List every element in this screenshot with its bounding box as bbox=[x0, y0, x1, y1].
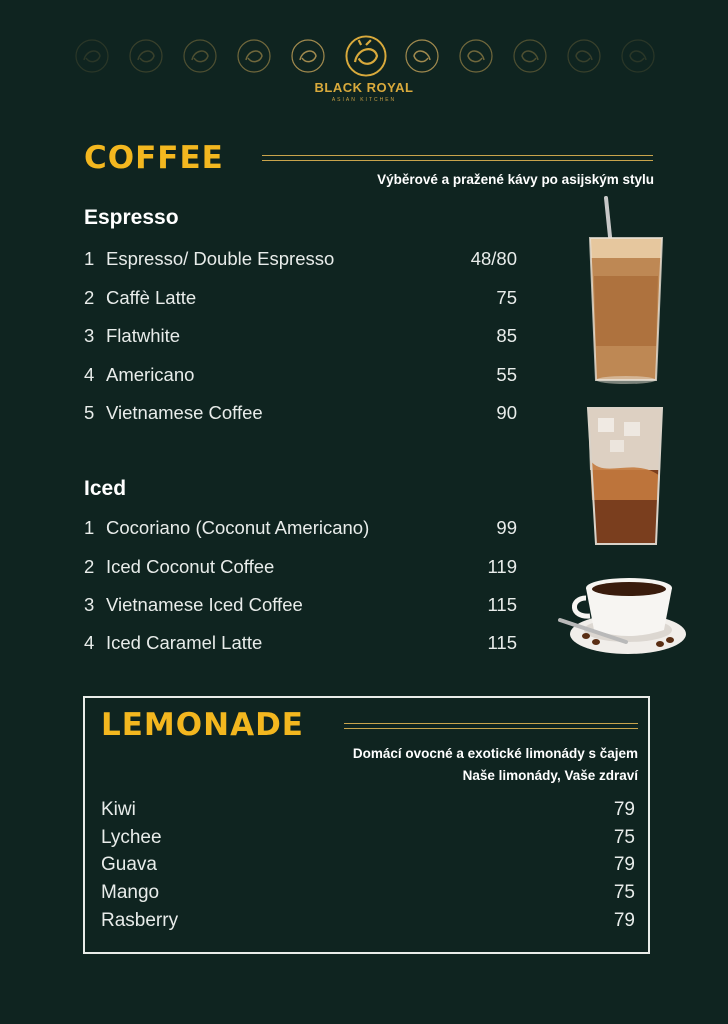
item-name: Rasberry bbox=[101, 910, 179, 931]
dragon-icon bbox=[236, 38, 272, 74]
item-price: 119 bbox=[487, 556, 517, 577]
menu-item bbox=[84, 556, 517, 578]
item-price: 79 bbox=[613, 799, 635, 820]
lemonade-item bbox=[101, 854, 635, 878]
item-number: 3 bbox=[84, 325, 95, 346]
item-name: Iced Caramel Latte bbox=[106, 632, 263, 653]
item-number: 4 bbox=[84, 364, 95, 385]
item-number: 2 bbox=[84, 287, 95, 308]
dragon-icon bbox=[182, 38, 218, 74]
item-name: Guava bbox=[101, 854, 157, 875]
item-name: Mango bbox=[101, 882, 160, 903]
coffee-tagline: Výběrové a pražené kávy po asijským stylu bbox=[377, 172, 654, 187]
lemonade-item bbox=[101, 799, 635, 823]
hot-coffee-cup-image bbox=[556, 568, 690, 660]
item-price: 115 bbox=[487, 594, 517, 615]
brand-name: BLACK ROYAL bbox=[314, 80, 414, 95]
item-price: 85 bbox=[496, 325, 517, 346]
coffee-title: COFFEE bbox=[84, 140, 224, 176]
lemonade-divider bbox=[344, 723, 638, 729]
dragon-icon bbox=[128, 38, 164, 74]
menu-item bbox=[84, 632, 517, 654]
lemonade-item bbox=[101, 827, 635, 851]
dragon-icon bbox=[620, 38, 656, 74]
item-name: Lychee bbox=[101, 827, 162, 848]
menu-item bbox=[84, 517, 517, 539]
menu-item bbox=[84, 287, 517, 309]
item-number: 5 bbox=[84, 402, 95, 423]
brand-dragon-logo-icon bbox=[344, 34, 388, 78]
menu-item bbox=[84, 594, 517, 616]
item-number: 2 bbox=[84, 556, 95, 577]
iced-latte-image bbox=[584, 196, 668, 386]
item-number: 1 bbox=[84, 517, 95, 538]
iced-coffee-image bbox=[584, 400, 666, 550]
item-price: 79 bbox=[613, 910, 635, 931]
menu-item bbox=[84, 248, 517, 270]
dragon-icon bbox=[74, 38, 110, 74]
lemonade-item bbox=[101, 910, 635, 934]
item-name: Flatwhite bbox=[106, 325, 181, 346]
item-price: 75 bbox=[496, 287, 517, 308]
menu-item bbox=[84, 402, 517, 424]
item-number: 3 bbox=[84, 594, 95, 615]
item-price: 75 bbox=[613, 827, 635, 848]
item-number: 4 bbox=[84, 632, 95, 653]
dragon-icon bbox=[458, 38, 494, 74]
espresso-heading: Espresso bbox=[84, 206, 179, 229]
coffee-divider bbox=[262, 155, 653, 161]
dragon-icon bbox=[566, 38, 602, 74]
item-name: Vietnamese Iced Coffee bbox=[106, 594, 303, 615]
dragon-emblem-row bbox=[74, 38, 674, 78]
lemonade-tagline-2: Naše limonády, Vaše zdraví bbox=[462, 768, 638, 783]
iced-heading: Iced bbox=[84, 477, 127, 500]
item-price: 99 bbox=[496, 517, 517, 538]
lemonade-item bbox=[101, 882, 635, 906]
item-name: Cocoriano (Coconut Americano) bbox=[106, 517, 370, 538]
dragon-icon bbox=[512, 38, 548, 74]
item-name: Espresso/ Double Espresso bbox=[106, 248, 335, 269]
item-name: Americano bbox=[106, 364, 195, 385]
item-number: 1 bbox=[84, 248, 95, 269]
item-name: Kiwi bbox=[101, 799, 136, 820]
dragon-icon bbox=[290, 38, 326, 74]
dragon-icon bbox=[404, 38, 440, 74]
item-name: Iced Coconut Coffee bbox=[106, 556, 275, 577]
lemonade-title: LEMONADE bbox=[101, 707, 304, 743]
brand-logo bbox=[0, 80, 728, 103]
item-name: Caffè Latte bbox=[106, 287, 197, 308]
item-price: 55 bbox=[496, 364, 517, 385]
item-price: 79 bbox=[613, 854, 635, 875]
item-price: 115 bbox=[487, 632, 517, 653]
brand-subtitle: ASIAN KITCHEN bbox=[331, 97, 397, 103]
menu-item bbox=[84, 325, 517, 347]
item-price: 90 bbox=[496, 402, 517, 423]
item-name: Vietnamese Coffee bbox=[106, 402, 263, 423]
item-price: 48/80 bbox=[470, 248, 517, 269]
lemonade-tagline-1: Domácí ovocné a exotické limonády s čajem bbox=[352, 746, 638, 761]
item-price: 75 bbox=[613, 882, 635, 903]
menu-item bbox=[84, 364, 517, 386]
